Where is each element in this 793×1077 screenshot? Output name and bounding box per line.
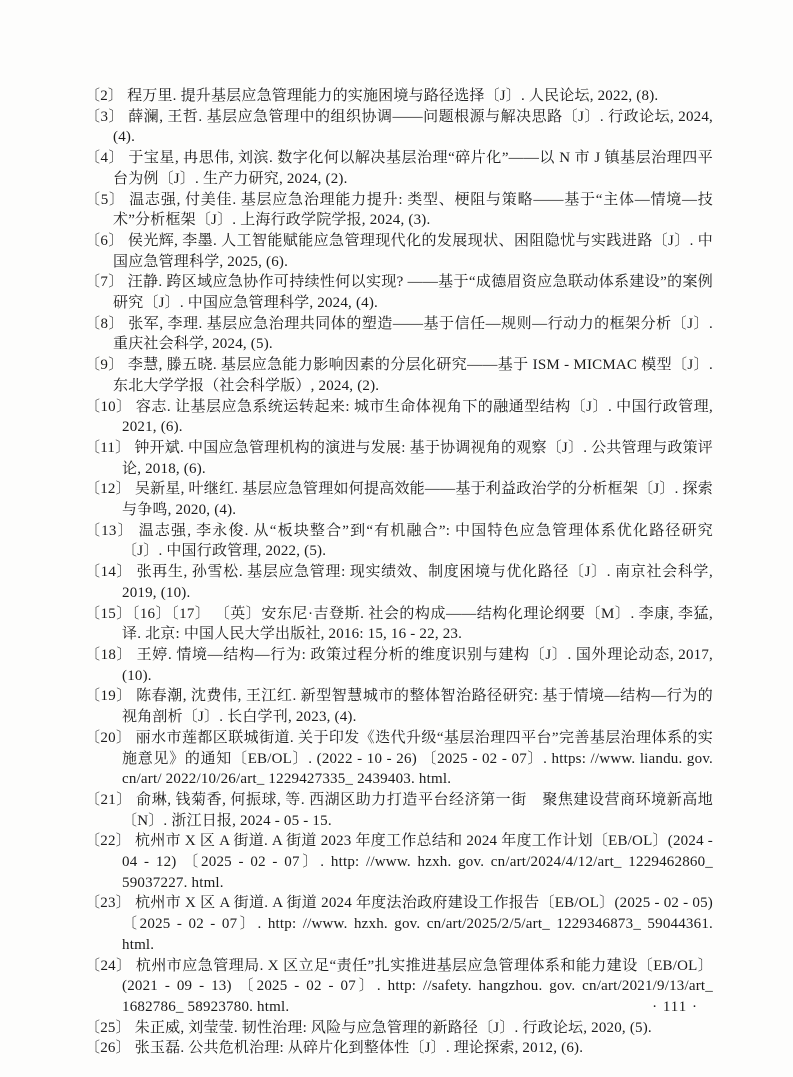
reference-item — [85, 397, 713, 438]
reference-item — [85, 893, 713, 955]
reference-label: 〔8〕 — [85, 315, 125, 332]
reference-item — [85, 521, 713, 562]
reference-text: 俞琳, 钱菊香, 何振球, 等. 西湖区助力打造平台经济第一街 聚焦建设营商环境新高地〔N〕. 浙江日报, 2024 - 05 - 15. — [122, 791, 714, 829]
page-number: · 111 · — [652, 999, 698, 1015]
reference-label: 〔13〕 — [85, 522, 134, 539]
reference-text: 杭州市 X 区 A 街道. A 街道 2024 年度法治政府建设工作报告〔EB/OL〕(2025 - 02 - 05) 〔2025 - 02 - 07〕. http: //www. hzxh. gov. cn/art/2025/2/5/art_ 1229346873_ 59044361. html. — [122, 895, 713, 953]
reference-label: 〔23〕 — [85, 895, 132, 912]
reference-item — [85, 1018, 713, 1039]
reference-text: 容志. 让基层应急系统运转起来: 城市生命体视角下的融通型结构〔J〕. 中国行政管理, 2021, (6). — [122, 398, 713, 436]
reference-text: 陈春潮, 沈费伟, 王江红. 新型智慧城市的整体智治路径研究: 基于情境—结构—行为的视角剖析〔J〕. 长白学刊, 2023, (4). — [122, 688, 713, 726]
reference-label: 〔4〕 — [85, 150, 125, 167]
reference-item — [85, 562, 713, 603]
reference-text: 侯光辉, 李墨. 人工智能赋能应急管理现代化的发展现状、困阻隐忧与实践进路〔J〕. 中国应急管理科学, 2025, (6). — [113, 232, 713, 270]
reference-item — [85, 790, 713, 831]
reference-label: 〔12〕 — [85, 481, 131, 498]
reference-item — [85, 438, 713, 479]
reference-item — [85, 686, 713, 727]
reference-item — [85, 107, 713, 148]
reference-label: 〔26〕 — [85, 1040, 131, 1057]
reference-text: 汪静. 跨区域应急协作可持续性何以实现? ——基于“成德眉资应急联动体系建设”的案例研究〔J〕. 中国应急管理科学, 2024, (4). — [113, 274, 713, 312]
reference-item — [85, 831, 713, 893]
reference-text: 于宝星, 冉思伟, 刘滨. 数字化何以解决基层治理“碎片化”——以 N 市 J 镇基层治理四平台为例〔J〕. 生产力研究, 2024, (2). — [113, 150, 714, 187]
reference-item — [85, 86, 713, 107]
reference-label: 〔9〕 — [85, 357, 124, 374]
reference-label: 〔11〕 — [85, 439, 131, 456]
reference-label: 〔22〕 — [85, 833, 132, 850]
reference-text: 王婷. 情境—结构—行为: 政策过程分析的维度识别与建构〔J〕. 国外理论动态, 2017, (10). — [122, 646, 713, 684]
reference-item — [85, 148, 713, 189]
reference-text: 张玉磊. 公共危机治理: 从碎片化到整体性〔J〕. 理论探索, 2012, (6). — [134, 1040, 584, 1057]
reference-label: 〔21〕 — [85, 791, 132, 808]
reference-text: 温志强, 付美佳. 基层应急治理能力提升: 类型、梗阻与策略——基于“主体—情境—技术”分析框架〔J〕. 上海行政学院学报, 2024, (3). — [113, 191, 713, 229]
reference-item — [85, 956, 713, 1018]
reference-item — [85, 604, 713, 645]
reference-label: 〔20〕 — [85, 729, 132, 746]
reference-label: 〔24〕 — [85, 957, 132, 974]
reference-label: 〔18〕 — [85, 646, 133, 663]
reference-text: 温志强, 李永俊. 从“板块整合”到“有机融合”: 中国特色应急管理体系优化路径研究〔J〕. 中国行政管理, 2022, (5). — [122, 522, 713, 560]
reference-label: 〔15〕〔16〕〔17〕 — [85, 605, 211, 622]
reference-text: 杭州市应急管理局. X 区立足“责任”扎实推进基层应急管理体系和能力建设〔EB/OL〕(2021 - 09 - 13) 〔2025 - 02 - 07〕. http: //safety. hangzhou. gov. cn/art/2021/9/13/art_ 1682786_ 58923780. html. — [122, 957, 713, 1015]
reference-text: 张再生, 孙雪松. 基层应急管理: 现实绩效、制度困境与优化路径〔J〕. 南京社会科学, 2019, (10). — [122, 564, 713, 601]
reference-label: 〔10〕 — [85, 398, 132, 415]
reference-item — [85, 645, 713, 686]
reference-text: 杭州市 X 区 A 街道. A 街道 2023 年度工作总结和 2024 年度工作计划〔EB/OL〕(2024 - 04 - 12) 〔2025 - 02 - 07〕. http: //www. hzxh. gov. cn/art/2024/4/12/art_ 1229462860_ 59037227. html. — [122, 833, 713, 891]
reference-label: 〔7〕 — [85, 274, 124, 291]
reference-text: 薛澜, 王哲. 基层应急管理中的组织协调——问题根源与解决思路〔J〕. 行政论坛, 2024, (4). — [113, 108, 713, 146]
reference-item — [85, 190, 713, 231]
reference-item — [85, 314, 713, 355]
reference-text: 〔英〕安东尼·吉登斯. 社会的构成——结构化理论纲要〔M〕. 李康, 李猛, 译. 北京: 中国人民大学出版社, 2016: 15, 16 - 22, 23. — [122, 605, 714, 643]
reference-label: 〔6〕 — [85, 232, 124, 249]
reference-item — [85, 272, 713, 313]
reference-label: 〔2〕 — [85, 88, 124, 104]
reference-item — [85, 479, 713, 520]
reference-item — [85, 1038, 713, 1059]
reference-list — [85, 86, 713, 1059]
reference-item — [85, 728, 713, 790]
reference-text: 程万里. 提升基层应急管理能力的实施困境与路径选择〔J〕. 人民论坛, 2022, (8). — [127, 88, 659, 104]
reference-label: 〔5〕 — [85, 191, 125, 208]
reference-text: 丽水市莲都区联城街道. 关于印发《迭代升级“基层治理四平台”完善基层治理体系的实施意见》的通知〔EB/OL〕. (2022 - 10 - 26) 〔2025 - 02 - 07〕. https: //www. liandu. gov. cn/art/ 2022/10/26/art_ 1229427335_ 2439403. html. — [122, 729, 714, 788]
reference-text: 张军, 李理. 基层应急治理共同体的塑造——基于信任—规则—行动力的框架分析〔J〕. 重庆社会科学, 2024, (5). — [113, 315, 713, 353]
reference-label: 〔25〕 — [85, 1019, 131, 1036]
reference-item — [85, 231, 713, 272]
reference-item — [85, 355, 713, 396]
reference-label: 〔14〕 — [85, 564, 133, 581]
reference-label: 〔3〕 — [85, 108, 124, 125]
reference-text: 吴新星, 叶继红. 基层应急管理如何提高效能——基于利益政治学的分析框架〔J〕. 探索与争鸣, 2020, (4). — [122, 481, 713, 519]
reference-label: 〔19〕 — [85, 688, 132, 705]
reference-text: 李慧, 滕五晓. 基层应急能力影响因素的分层化研究——基于 ISM - MICMAC 模型〔J〕. 东北大学学报（社会科学版）, 2024, (2). — [113, 357, 713, 394]
reference-text: 钟开斌. 中国应急管理机构的演进与发展: 基于协调视角的观察〔J〕. 公共管理与政策评论, 2018, (6). — [122, 439, 714, 477]
reference-text: 朱正威, 刘莹莹. 韧性治理: 风险与应急管理的新路径〔J〕. 行政论坛, 2020, (5). — [134, 1019, 652, 1036]
